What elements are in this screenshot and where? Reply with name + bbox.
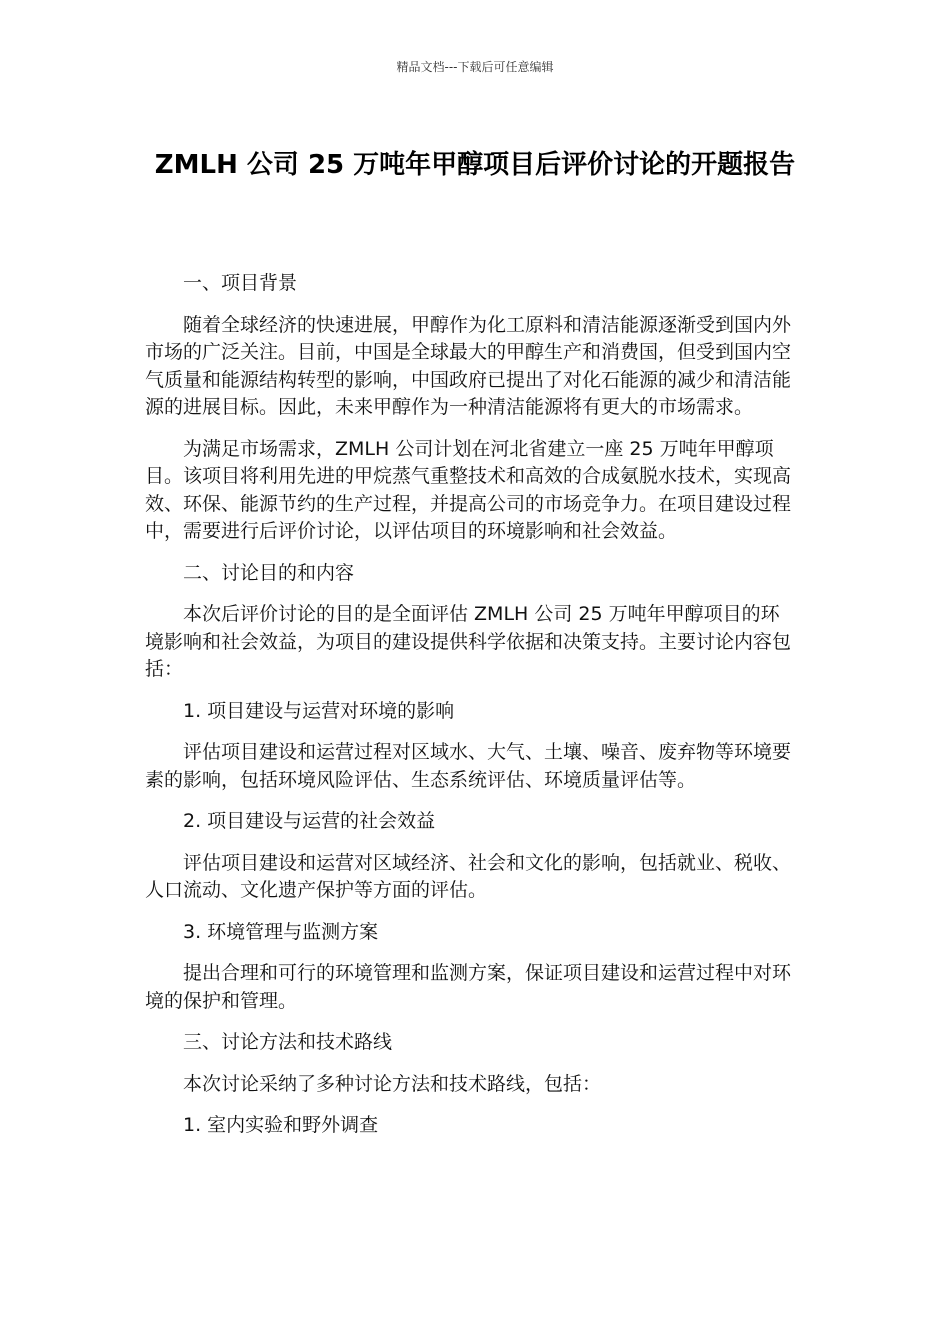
subheading-social-benefit: 2. 项目建设与运营的社会效益 [183, 810, 436, 832]
paragraph-background-1: 随着全球经济的快速进展，甲醇作为化工原料和清洁能源逐渐受到国内外市场的广泛关注。目前，中国是全球最大的甲醇生产和消费国，但受到国内空气质量和能源结构转型的影响，中国政府已提出了对化石能源的减少和清洁能源的进展目标。因此，未来甲醇作为一种清洁能源将有更大的市场需求。 [145, 313, 792, 418]
subheading-environment-management: 3. 环境管理与监测方案 [183, 920, 379, 943]
paragraph-background-2: 为满足市场需求，ZMLH 公司计划在河北省建立一座 25 万吨年甲醇项目。该项目将利用先进的甲烷蒸气重整技术和高效的合成氨脱水技术，实现高效、环保、能源节约的生产过程，并提高公司的市场竞争力。在项目建设过程中，需要进行后评价讨论，以评估项目的环境影响和社会效益。 [145, 437, 792, 542]
section-heading-methods: 三、讨论方法和技术路线 [183, 1031, 393, 1053]
subheading-environment-impact: 1. 项目建设与运营对环境的影响 [183, 699, 455, 722]
section-heading-background: 一、项目背景 [183, 272, 298, 294]
header-note: 精品文档---下载后可任意编辑 [396, 60, 554, 74]
paragraph-environment-impact: 评估项目建设和运营过程对区域水、大气、土壤、噪音、废弃物等环境要素的影响，包括环境风险评估、生态系统评估、环境质量评估等。 [145, 741, 792, 791]
document-title: ZMLH 公司 25 万吨年甲醇项目后评价讨论的开题报告 [154, 150, 796, 180]
section-heading-purpose: 二、讨论目的和内容 [183, 561, 355, 584]
document-body [145, 270, 795, 1154]
paragraph-environment-management: 提出合理和可行的环境管理和监测方案，保证项目建设和运营过程中对环境的保护和管理。 [145, 962, 792, 1012]
paragraph-purpose-intro: 本次后评价讨论的目的是全面评估 ZMLH 公司 25 万吨年甲醇项目的环境影响和社会效益，为项目的建设提供科学依据和决策支持。主要讨论内容包括： [145, 603, 792, 680]
subheading-lab-field-survey: 1. 室内实验和野外调查 [183, 1114, 379, 1136]
paragraph-methods-intro: 本次讨论采纳了多种讨论方法和技术路线，包括： [183, 1072, 602, 1095]
paragraph-social-benefit: 评估项目建设和运营对区域经济、社会和文化的影响，包括就业、税收、人口流动、文化遗产保护等方面的评估。 [145, 851, 792, 901]
